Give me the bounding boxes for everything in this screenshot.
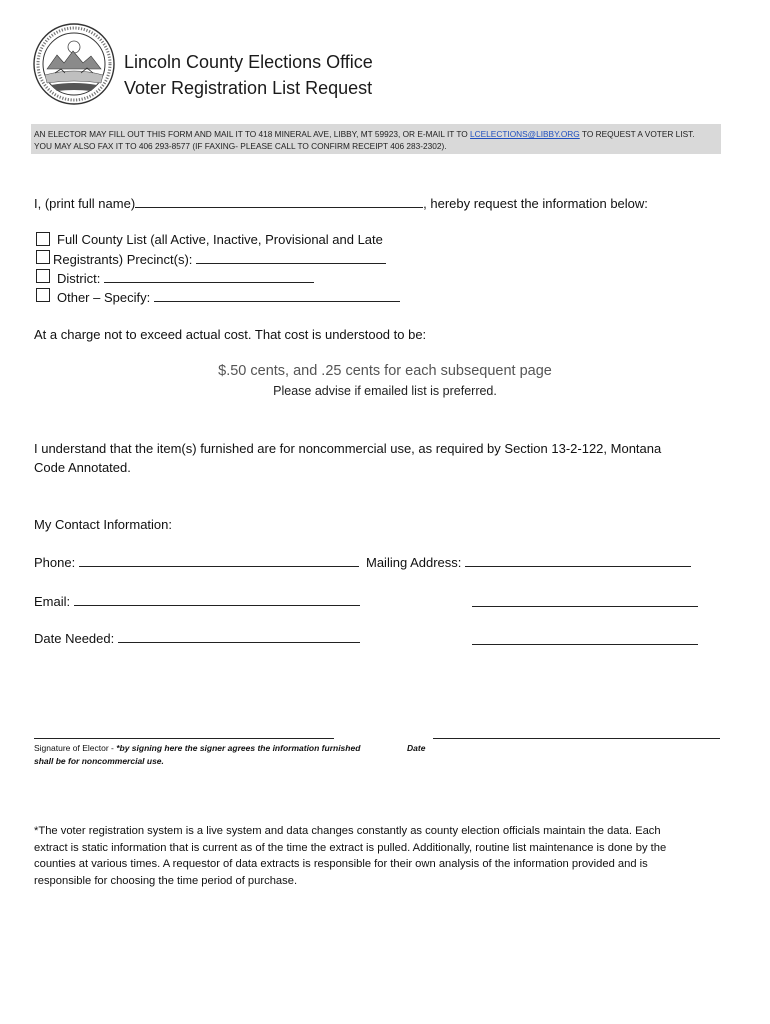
footnote-line-3: counties at various times. A requestor of data extracts is responsible for their own analysis of the information provided and is — [34, 858, 648, 870]
other-specify-field[interactable] — [154, 288, 400, 302]
notice-line-2: YOU MAY ALSO FAX IT TO 406 293-8577 (IF FAXING- PLEASE CALL TO CONFIRM RECEIPT 406 283-2302). — [34, 141, 447, 151]
email-line: Email: — [34, 592, 360, 611]
charge-text: At a charge not to exceed actual cost. That cost is understood to be: — [34, 327, 427, 342]
other-checkbox[interactable] — [36, 288, 50, 302]
district-field[interactable] — [104, 269, 314, 283]
precinct-field[interactable] — [196, 250, 386, 264]
advise-text: Please advise if emailed list is preferred. — [273, 384, 497, 398]
email-field[interactable] — [74, 592, 360, 606]
district-line: District: — [57, 269, 314, 288]
request-line: I, (print full name) , hereby request the information below: — [34, 196, 648, 211]
signature-date-field[interactable] — [433, 738, 720, 739]
date-needed-line: Date Needed: — [34, 629, 360, 648]
cost-text: $.50 cents, and .25 cents for each subsequent page — [218, 363, 552, 379]
understand-line-1: I understand that the item(s) furnished are for noncommercial use, as required by Section 13-2-122, Montana — [34, 441, 662, 456]
date-label: Date — [407, 743, 426, 753]
other-line: Other – Specify: — [57, 288, 400, 307]
signature-label: Signature of Elector - *by signing here the signer agrees the information furnished shall be for noncommercial use. — [34, 743, 361, 766]
full-county-label: Full County List (all Active, Inactive, Provisional and Late — [57, 232, 383, 247]
full-county-checkbox[interactable] — [36, 232, 50, 246]
contact-heading: My Contact Information: — [34, 517, 172, 532]
district-checkbox[interactable] — [36, 269, 50, 283]
notice-banner — [31, 124, 721, 154]
phone-line: Phone: — [34, 553, 359, 572]
mailing-address-field-2[interactable] — [472, 593, 698, 607]
phone-field[interactable] — [79, 553, 359, 567]
footnote — [34, 823, 724, 889]
county-seal-logo — [33, 23, 115, 105]
footnote-line-1: *The voter registration system is a live system and data changes constantly as county election officials maintain the data. Each — [34, 825, 661, 837]
understand-line-2: Code Annotated. — [34, 460, 131, 475]
email-link[interactable]: LCELECTIONS@LIBBY.ORG — [470, 129, 580, 139]
office-title: Lincoln County Elections Office — [124, 52, 373, 72]
footnote-line-2: extract is static information that is current as of the time the extract is pulled. Additionally, routine list maintenance is done by the — [34, 841, 667, 854]
notice-line-1: AN ELECTOR MAY FILL OUT THIS FORM AND MAIL IT TO 418 MINERAL AVE, LIBBY, MT 59923, OR E-MAIL IT TO LCELECTIONS@LIBBY.ORG TO REQUEST A VOTER LIST. — [34, 129, 695, 139]
precinct-checkbox[interactable] — [36, 250, 50, 264]
mailing-address-field-3[interactable] — [472, 631, 698, 645]
mailing-line: Mailing Address: — [366, 553, 691, 572]
footnote-line-4: responsible for choosing the time period of purchase. — [34, 874, 298, 887]
precinct-line: Registrants) Precinct(s): — [53, 250, 386, 269]
form-title: Voter Registration List Request — [124, 78, 373, 98]
mailing-address-field-1[interactable] — [465, 553, 691, 567]
full-name-field[interactable] — [135, 194, 423, 208]
date-needed-field[interactable] — [118, 629, 360, 643]
signature-field[interactable] — [34, 738, 334, 739]
